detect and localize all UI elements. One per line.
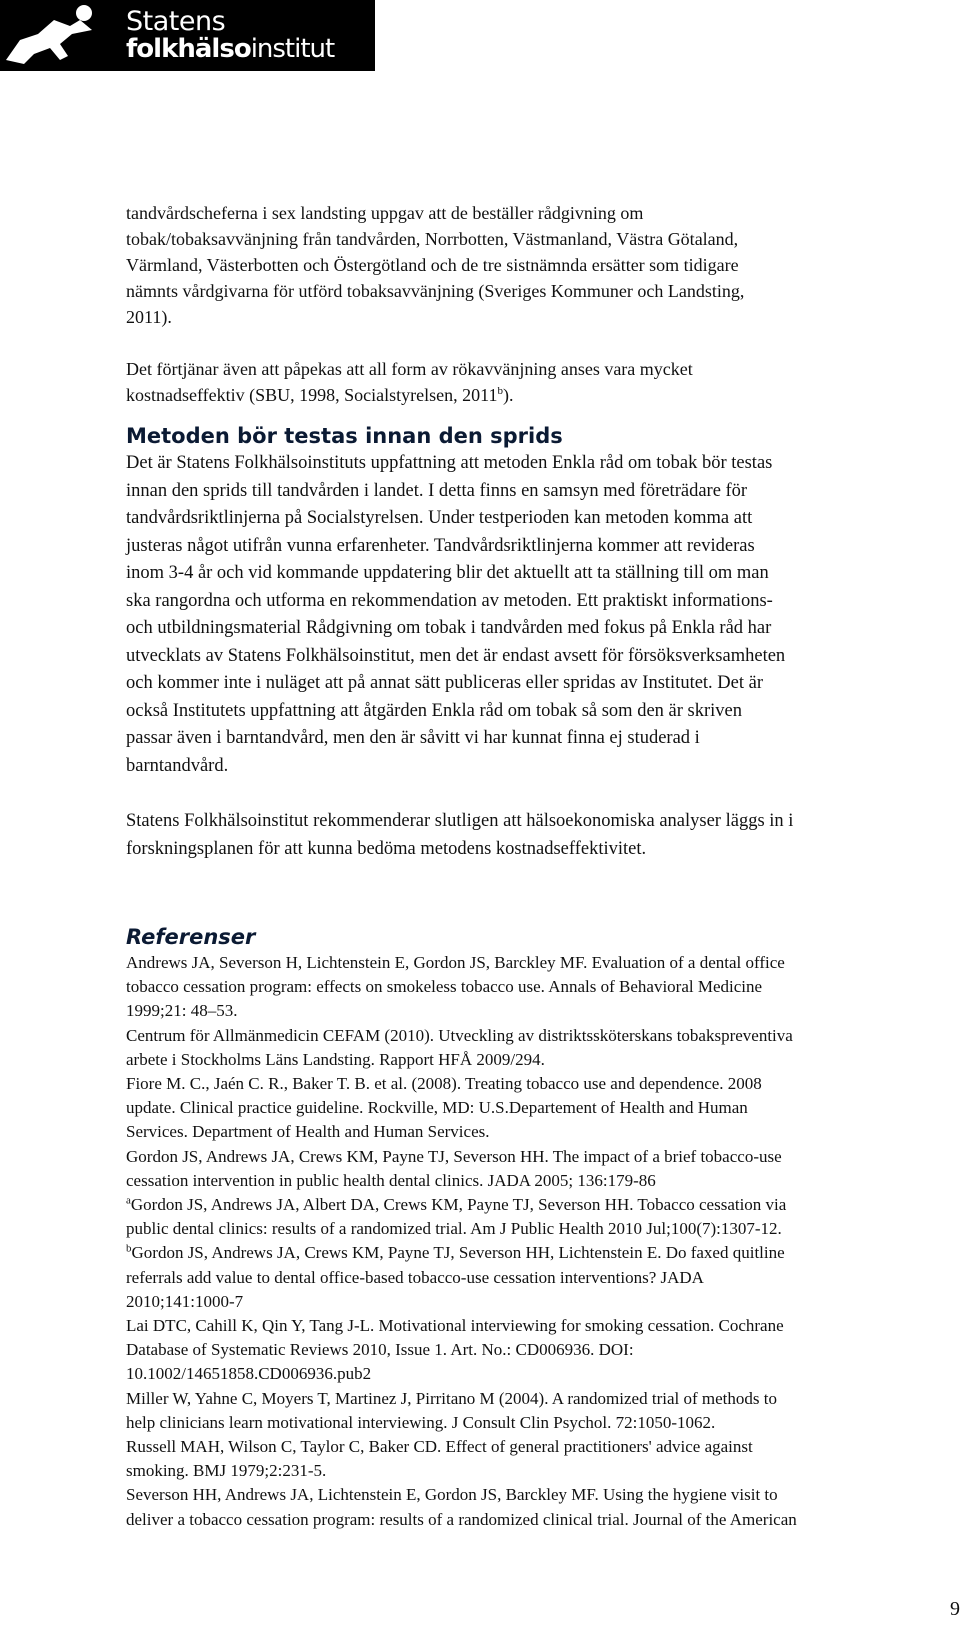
body-paragraph: Statens Folkhälsoinstitut rekommenderar slutligen att hälsoekonomiska analyser läggs in i forskningsplanen för att kunna bedöma metodens kostnadseffektivitet. <box>126 811 794 859</box>
reference-text: Gordon JS, Andrews JA, Albert DA, Crews KM, Payne TJ, Severson HH. Tobacco cessation via public dental clinics: results of a randomized trial. Am J Public Health 2010 Jul;100(7):1307-12. <box>126 1195 787 1239</box>
reference-item <box>126 1435 956 1483</box>
reference-item <box>126 1072 956 1145</box>
logo-text-regular: institut <box>250 34 335 64</box>
reference-item <box>126 1193 956 1241</box>
document-body <box>126 200 956 1532</box>
reference-item <box>126 1387 956 1435</box>
reference-text: Russell MAH, Wilson C, Taylor C, Baker CD. Effect of general practitioners' advice against smoking. BMJ 1979;2:231-5. <box>126 1437 753 1481</box>
reference-text: Centrum för Allmänmedicin CEFAM (2010). Utveckling av distriktssköterskans tobakspreventiva arbete i Stockholms Läns Landsting. Rapport HFÅ 2009/294. <box>126 1025 793 1069</box>
reference-text: Gordon JS, Andrews JA, Crews KM, Payne TJ, Severson HH. The impact of a brief tobacco-use cessation intervention in public health dental clinics. JADA 2005; 136:179-86 <box>126 1146 782 1190</box>
reference-item <box>126 1241 956 1314</box>
reference-text: Severson HH, Andrews JA, Lichtenstein E, Gordon JS, Barckley MF. Using the hygiene visit to deliver a tobacco cessation program: results of a randomized clinical trial. Journal of the American <box>126 1485 797 1529</box>
reference-item <box>126 1314 956 1387</box>
page-number: 9 <box>950 1598 960 1620</box>
logo-text-bold: folkhälso <box>126 34 251 64</box>
footnote-marker: b <box>497 385 503 397</box>
references-heading: Referenser <box>126 925 256 949</box>
reference-text: Andrews JA, Severson H, Lichtenstein E, Gordon JS, Barckley MF. Evaluation of a dental office tobacco cessation program: effects on smokeless tobacco use. Annals of Behavioral Medicine 1999;21: 48–53. <box>126 953 785 1021</box>
body-paragraph: Det är Statens Folkhälsoinstituts uppfattning att metoden Enkla råd om tobak bör testas innan den sprids till tandvården i landet. I detta finns en samsyn med företrädare för tandvårdsriktlinjerna på Socialstyrelsen. Under testperioden kan metoden komma att justeras något utifrån vunna erfarenheter. Tandvårdsriktlinjerna kommer att revideras inom 3-4 år och vid kommande uppdatering blir det aktuellt att ta ställning till om man ska rangordna och utforma en rekommendation av metoden. Ett praktiskt informations- och utbildningsmaterial Rådgivning om tobak i tandvården med fokus på Enkla råd har utvecklats av Statens Folkhälsoinstitut, men det är endast avsett för försöksverksamheten och kommer inte i nuläget att på annat sätt publiceras eller spridas av Institutet. Det är också Institutets uppfattning att åtgärden Enkla råd om tobak så som den är skriven passar även i barntandvård, men den är såvitt vi har kunnat finna ej studerad i barntandvård. <box>126 453 786 776</box>
body-paragraph: tandvårdscheferna i sex landsting uppgav att de beställer rådgivning om tobak/tobaksavvänjning från tandvården, Norrbotten, Västmanland, Västra Götaland, Värmland, Västerbotten och Östergötland och de tre sistnämnda ersätter som tidigare nämnts vårdgivarna för utförd tobaksavvänjning (Sveriges Kommuner och Landsting, 2011). <box>126 203 745 327</box>
logo <box>0 0 375 71</box>
logo-text-folkhalsoinstitut <box>126 34 334 64</box>
reference-list <box>126 951 956 1532</box>
logo-text-statens: Statens <box>126 6 226 37</box>
reference-text: Miller W, Yahne C, Moyers T, Martinez J, Pirritano M (2004). A randomized trial of methods to help clinicians learn motivational interviewing. J Consult Clin Psychol. 72:1050-1062. <box>126 1388 777 1432</box>
body-paragraph <box>126 356 956 408</box>
reference-text: Gordon JS, Andrews JA, Crews KM, Payne TJ, Severson HH, Lichtenstein E. Do faxed quitline referrals add value to dental office-based tobacco-use cessation interventions? JADA 2010;141:1000-7 <box>126 1243 785 1311</box>
reference-item <box>126 951 956 1024</box>
section-heading: Metoden bör testas innan den sprids <box>126 424 563 448</box>
jumping-figure-icon <box>0 0 112 71</box>
reference-text: Lai DTC, Cahill K, Qin Y, Tang J-L. Motivational interviewing for smoking cessation. Cochrane Database of Systematic Reviews 2010, Issue 1. Art. No.: CD006936. DOI: 10.1002/14651858.CD006936.pub2 <box>126 1316 784 1384</box>
paragraph-text: Det förtjänar även att påpekas att all form av rökavvänjning anses vara mycket kostnadseffektiv (SBU, 1998, Socialstyrelsen, 2011 <box>126 359 693 405</box>
reference-text: Fiore M. C., Jaén C. R., Baker T. B. et al. (2008). Treating tobacco use and dependence. 2008 update. Clinical practice guideline. Rockville, MD: U.S.Departement of Health and Human Services. Department of Health and Human Services. <box>126 1074 762 1142</box>
paragraph-text-end: ). <box>502 385 514 405</box>
reference-marker: b <box>126 1242 132 1255</box>
reference-item <box>126 1024 956 1072</box>
reference-item <box>126 1145 956 1193</box>
reference-marker: a <box>126 1194 131 1207</box>
reference-item <box>126 1483 956 1531</box>
